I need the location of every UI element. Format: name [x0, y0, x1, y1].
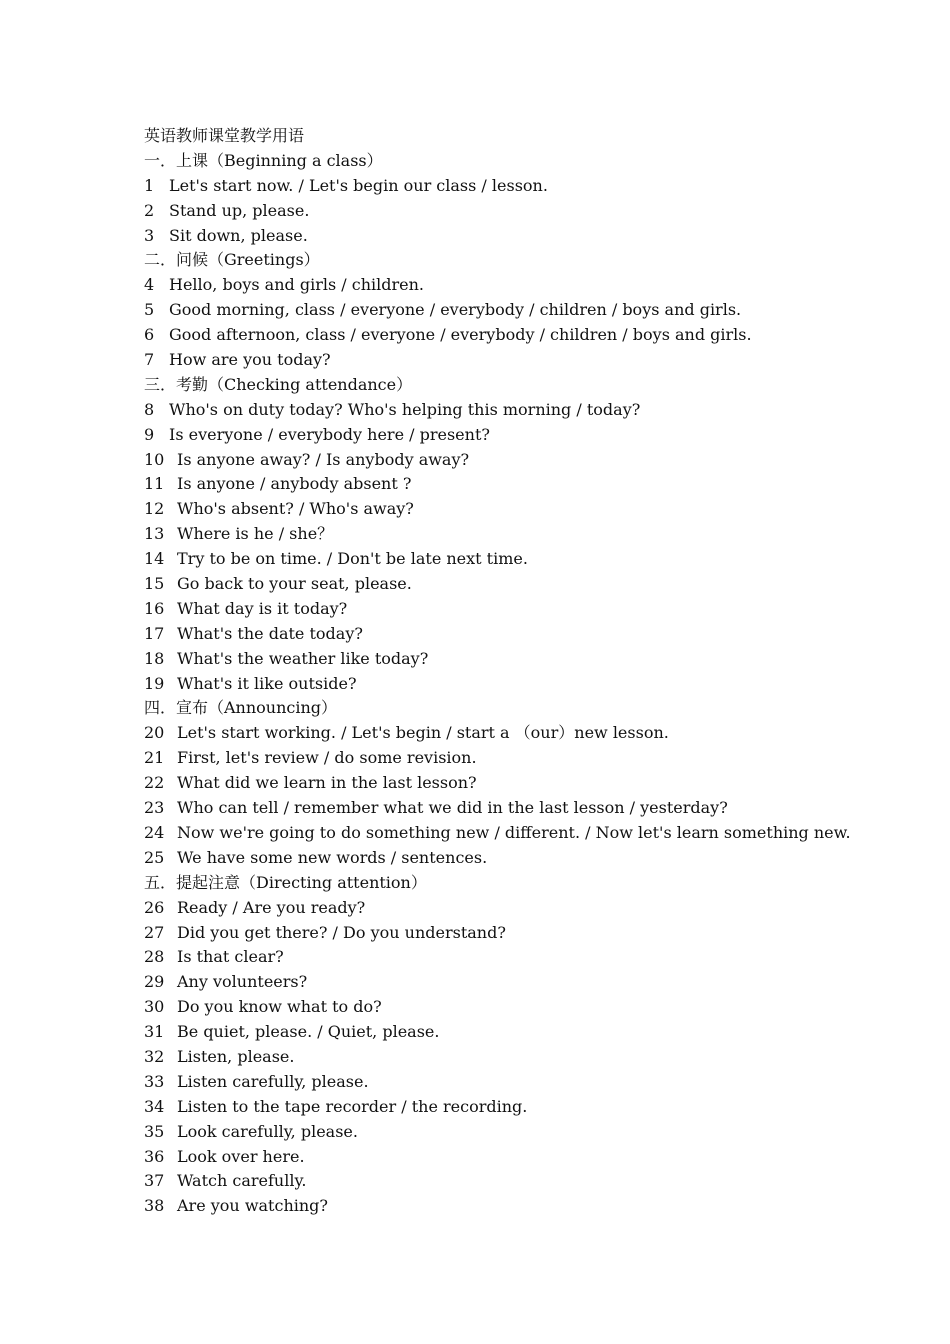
item-number: 32 [144, 1046, 165, 1066]
section-heading: 一．上课（Beginning a class） [144, 150, 383, 170]
list-item [144, 199, 844, 224]
item-number: 4 [144, 275, 155, 295]
item-text: We have some new words / sentences. [177, 847, 488, 867]
list-item [144, 348, 844, 373]
item-number: 33 [144, 1071, 165, 1091]
item-number: 30 [144, 997, 165, 1017]
list-item [144, 921, 844, 946]
list-item [144, 771, 844, 796]
item-number: 8 [144, 399, 155, 419]
list-item [144, 1095, 844, 1120]
list-item [144, 1169, 844, 1194]
item-number: 17 [144, 623, 165, 643]
item-text: What's the weather like today? [177, 648, 429, 668]
item-number: 2 [144, 200, 155, 220]
item-number: 12 [144, 499, 165, 519]
item-text: Now we're going to do something new / different. / Now let's learn something new. [177, 822, 851, 842]
list-item [144, 1145, 844, 1170]
item-number: 19 [144, 673, 165, 693]
item-number: 16 [144, 598, 165, 618]
list-item [144, 721, 844, 746]
item-number: 23 [144, 798, 165, 818]
item-number: 15 [144, 574, 165, 594]
list-item [144, 672, 844, 697]
item-text: Ready / Are you ready? [177, 897, 366, 917]
list-item [144, 896, 844, 921]
item-text: Watch carefully. [177, 1171, 307, 1191]
item-text: Who can tell / remember what we did in the last lesson / yesterday? [177, 798, 728, 818]
item-text: Is anyone / anybody absent ? [177, 474, 412, 494]
item-number: 10 [144, 449, 165, 469]
list-item [144, 224, 844, 249]
list-item [144, 522, 844, 547]
item-text: Who's absent? / Who's away? [177, 499, 414, 519]
item-text: Sit down, please. [169, 225, 308, 245]
item-number: 5 [144, 300, 155, 320]
item-number: 37 [144, 1171, 165, 1191]
item-number: 21 [144, 748, 165, 768]
item-text: First, let's review / do some revision. [177, 748, 477, 768]
list-item [144, 423, 844, 448]
item-number: 1 [144, 175, 155, 195]
item-text: Good afternoon, class / everyone / everybody / children / boys and girls. [169, 325, 752, 345]
item-number: 34 [144, 1096, 165, 1116]
item-text: Let's start now. / Let's begin our class / lesson. [169, 175, 548, 195]
list-item [144, 1020, 844, 1045]
item-text: What's the date today? [177, 623, 363, 643]
list-item [144, 746, 844, 771]
list-item [144, 995, 844, 1020]
item-number: 11 [144, 474, 165, 494]
item-text: Any volunteers? [177, 972, 308, 992]
list-item [144, 572, 844, 597]
item-text: Look over here. [177, 1146, 305, 1166]
item-number: 22 [144, 773, 165, 793]
item-text: Go back to your seat, please. [177, 574, 412, 594]
item-text: Is that clear? [177, 947, 284, 967]
item-text: Listen carefully, please. [177, 1071, 369, 1091]
section-heading: 五．提起注意（Directing attention） [144, 872, 427, 892]
list-item [144, 323, 844, 348]
item-text: Look carefully, please. [177, 1121, 358, 1141]
list-item [144, 448, 844, 473]
item-number: 35 [144, 1121, 165, 1141]
item-text: Good morning, class / everyone / everybody / children / boys and girls. [169, 300, 742, 320]
list-item [144, 1120, 844, 1145]
item-text: Listen, please. [177, 1046, 295, 1066]
item-text: Where is he / she？ [177, 524, 334, 544]
list-item [144, 1045, 844, 1070]
list-item [144, 273, 844, 298]
item-text: What day is it today? [177, 598, 348, 618]
section-heading: 三．考勤（Checking attendance） [144, 374, 413, 394]
section-heading: 二．问候（Greetings） [144, 250, 320, 270]
item-number: 9 [144, 424, 155, 444]
list-item [144, 945, 844, 970]
list-item [144, 298, 844, 323]
list-item [144, 398, 844, 423]
item-number: 6 [144, 325, 155, 345]
item-text: Is anyone away? / Is anybody away? [177, 449, 470, 469]
section-heading: 四．宣布（Announcing） [144, 698, 338, 718]
list-item [144, 597, 844, 622]
item-text: What did we learn in the last lesson? [177, 773, 477, 793]
item-text: Let's start working. / Let's begin / start a （our）new lesson. [177, 723, 669, 743]
item-text: Hello, boys and girls / children. [169, 275, 424, 295]
item-number: 26 [144, 897, 165, 917]
item-number: 7 [144, 350, 155, 370]
document-title: 英语教师课堂教学用语 [144, 126, 305, 145]
item-number: 20 [144, 723, 165, 743]
list-item [144, 846, 844, 871]
item-number: 36 [144, 1146, 165, 1166]
item-text: Stand up, please. [169, 200, 310, 220]
item-number: 25 [144, 847, 165, 867]
item-text: Listen to the tape recorder / the recording. [177, 1096, 528, 1116]
item-number: 3 [144, 225, 155, 245]
list-item [144, 1070, 844, 1095]
list-item [144, 472, 844, 497]
item-number: 31 [144, 1022, 165, 1042]
item-number: 18 [144, 648, 165, 668]
list-item [144, 970, 844, 995]
item-number: 13 [144, 524, 165, 544]
list-item [144, 622, 844, 647]
item-text: Did you get there? / Do you understand? [177, 922, 506, 942]
item-text: What's it like outside? [177, 673, 357, 693]
item-text: Who's on duty today? Who's helping this morning / today? [169, 399, 641, 419]
list-item [144, 1194, 844, 1219]
item-text: Be quiet, please. / Quiet, please. [177, 1022, 440, 1042]
item-text: How are you today? [169, 350, 331, 370]
item-number: 38 [144, 1196, 165, 1216]
list-item [144, 497, 844, 522]
item-text: Is everyone / everybody here / present? [169, 424, 490, 444]
list-item [144, 821, 851, 846]
item-text: Do you know what to do? [177, 997, 382, 1017]
item-text: Are you watching? [177, 1196, 328, 1216]
item-number: 28 [144, 947, 165, 967]
list-item [144, 796, 844, 821]
item-number: 29 [144, 972, 165, 992]
list-item [144, 174, 844, 199]
document-content [144, 124, 851, 1219]
list-item [144, 547, 844, 572]
item-number: 24 [144, 822, 165, 842]
item-text: Try to be on time. / Don't be late next time. [177, 549, 528, 569]
item-number: 14 [144, 549, 165, 569]
list-item [144, 647, 844, 672]
item-number: 27 [144, 922, 165, 942]
